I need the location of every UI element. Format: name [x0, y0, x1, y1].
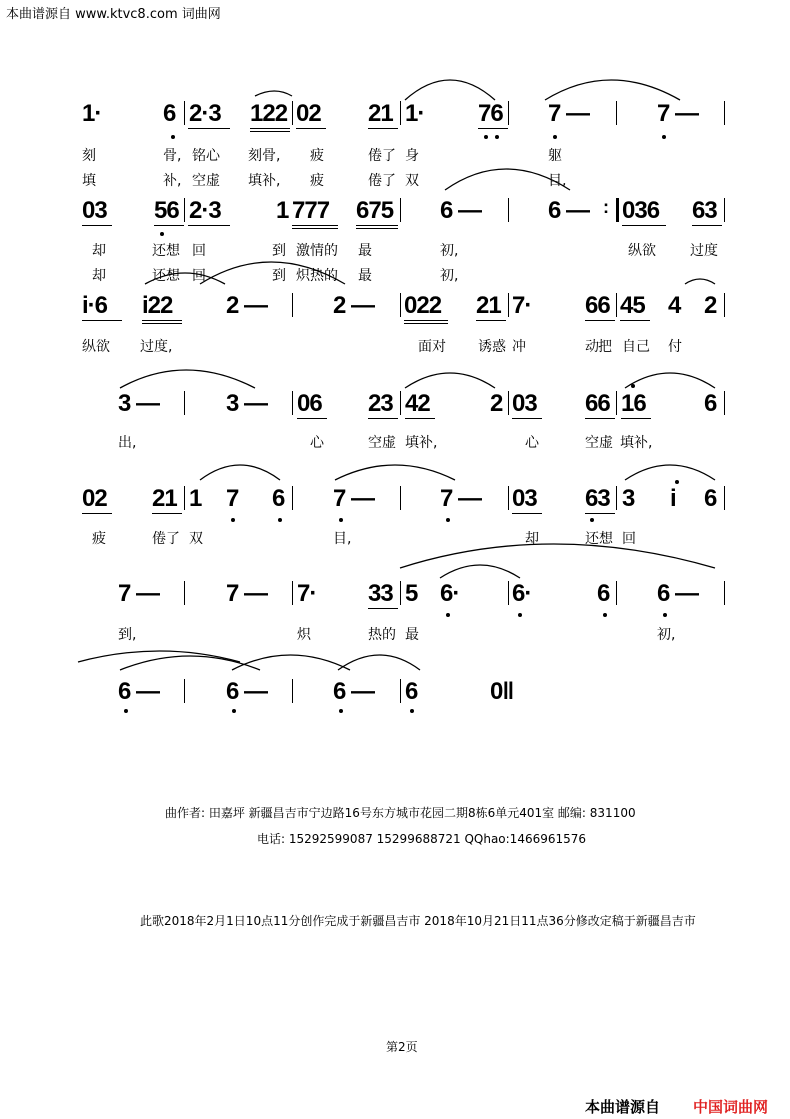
bar-line — [400, 391, 401, 415]
bar-line — [724, 101, 725, 125]
bar-line — [724, 293, 725, 317]
bar-line — [724, 486, 725, 510]
lyric: 倦了 — [152, 531, 180, 547]
note: 6· — [512, 580, 532, 607]
slur — [405, 80, 495, 100]
note: 7· — [297, 580, 317, 607]
note: 6 — — [657, 580, 699, 607]
lyric: 刻 — [82, 148, 96, 164]
bar-line — [616, 293, 617, 317]
note: 6 — [704, 390, 717, 417]
note: 6 — [272, 485, 285, 512]
slur — [338, 655, 420, 670]
note: 45 — [620, 292, 645, 319]
bar-line — [184, 101, 185, 125]
lyric: 目, — [333, 531, 352, 547]
brand-left: 本曲谱源自 — [585, 1098, 661, 1116]
end-barline: 0‖ — [490, 678, 514, 705]
lyric: 心 — [310, 435, 324, 451]
lyric: 铭心 — [192, 148, 220, 164]
note: 2 — — [333, 292, 375, 319]
lyric: 冲 — [512, 339, 526, 355]
slur — [120, 656, 260, 670]
note: 3 — — [118, 390, 160, 417]
lyric: 付 — [668, 339, 682, 355]
bar-line — [508, 391, 509, 415]
composition-note: 此歌2018年2月1日10点11分创作完成于新疆昌吉市 2018年10月21日11点36分修改定稿于新疆昌吉市 — [140, 914, 696, 928]
note: 23 — [368, 390, 393, 417]
lyric: 却 — [92, 268, 106, 284]
bar-line — [508, 101, 509, 125]
note: 6 — [597, 580, 610, 607]
lyric: 双 — [405, 173, 419, 189]
note: 7 — [226, 485, 239, 512]
bar-line — [724, 391, 725, 415]
lyric: 热的 — [368, 627, 396, 643]
lyric: 心 — [525, 435, 539, 451]
note: 63 — [585, 485, 610, 512]
note: 1 — [189, 485, 202, 512]
site-header: 本曲谱源自 www.ktvc8.com 词曲网 — [6, 7, 221, 22]
note: 63 — [692, 197, 717, 224]
note: 03 — [512, 485, 537, 512]
note: 1· — [82, 100, 102, 127]
slur — [685, 279, 715, 284]
slur — [120, 370, 255, 388]
note: 7 — — [333, 485, 375, 512]
brand-right: 中国词曲网 — [693, 1098, 769, 1116]
slur — [255, 91, 292, 96]
lyric: 却 — [92, 243, 106, 259]
lyric: 空虚 — [368, 435, 396, 451]
lyric: 补, — [163, 173, 182, 189]
lyric: 双 — [189, 531, 203, 547]
note: 21 — [368, 100, 393, 127]
lyric: 倦了 — [368, 173, 396, 189]
note: i — [670, 485, 676, 512]
note: 7 — — [118, 580, 160, 607]
note: 7 — — [548, 100, 590, 127]
note: 6 — [405, 678, 418, 705]
note: 42 — [405, 390, 430, 417]
slur — [440, 565, 520, 578]
note: 21 — [476, 292, 501, 319]
lyric: 自己 — [622, 339, 650, 355]
note: 3 — [622, 485, 635, 512]
lyric: 回 — [192, 268, 206, 284]
lyric: 过度 — [690, 243, 718, 259]
lyric: 疲 — [92, 531, 106, 547]
note: 76 — [478, 100, 503, 127]
note: 7 — — [440, 485, 482, 512]
lyric: 出, — [118, 435, 137, 451]
note: 6 — — [548, 197, 590, 224]
lyric: 疲 — [310, 173, 324, 189]
repeat-bar — [616, 198, 619, 222]
lyric: 激情的 — [296, 243, 338, 259]
bar-line — [292, 581, 293, 605]
lyric: 填补, — [405, 435, 438, 451]
lyric: 刻骨, — [248, 148, 281, 164]
bar-line — [400, 198, 401, 222]
lyric: 空虚 — [585, 435, 613, 451]
note: 1· — [405, 100, 425, 127]
lyric: 面对 — [418, 339, 446, 355]
bar-line — [508, 198, 509, 222]
bar-line — [724, 198, 725, 222]
note: 66 — [585, 390, 610, 417]
bar-line — [508, 293, 509, 317]
slur — [545, 80, 680, 100]
bar-line — [616, 581, 617, 605]
bar-line — [184, 391, 185, 415]
note: 036 — [622, 197, 660, 224]
page-number: 第2页 — [386, 1040, 418, 1054]
lyric: 填补, — [620, 435, 653, 451]
note: 6 — — [118, 678, 160, 705]
lyric: 还想 — [152, 243, 180, 259]
bar-line — [400, 293, 401, 317]
lyric: 疲 — [310, 148, 324, 164]
note: 06 — [297, 390, 322, 417]
lyric: 初, — [440, 268, 459, 284]
lyric: 炽热的 — [296, 268, 338, 284]
note: 03 — [512, 390, 537, 417]
lyric: 目, — [548, 173, 567, 189]
slur — [335, 465, 455, 480]
note: 2 — — [226, 292, 268, 319]
bar-line — [184, 679, 185, 703]
lyric: 到 — [272, 268, 286, 284]
author-info: 曲作者: 田嘉坪 新疆昌吉市宁边路16号东方城市花园二期8栋6单元401室 邮编: 831100 — [165, 806, 636, 820]
lyric: 最 — [405, 627, 419, 643]
bar-line — [400, 581, 401, 605]
bar-line — [400, 486, 401, 510]
lyric: 把 — [598, 339, 612, 355]
note: 3 — — [226, 390, 268, 417]
lyric: 身 — [405, 148, 419, 164]
lyric: 最 — [358, 268, 372, 284]
bar-line — [616, 101, 617, 125]
lyric: 回 — [622, 531, 636, 547]
note: 66 — [585, 292, 610, 319]
contact-info: 电话: 15292599087 15299688721 QQhao:1466961576 — [257, 832, 587, 846]
bar-line — [508, 581, 509, 605]
bar-line — [292, 679, 293, 703]
note: 33 — [368, 580, 393, 607]
note: 02 — [82, 485, 107, 512]
note: 4 — [668, 292, 681, 319]
note: 6 — — [333, 678, 375, 705]
lyric: 回 — [192, 243, 206, 259]
slur — [625, 373, 715, 388]
bar-line — [400, 101, 401, 125]
note: 2·3 — [189, 197, 221, 224]
slur — [405, 373, 495, 388]
note: 02 — [296, 100, 321, 127]
note: 7 — — [657, 100, 699, 127]
lyric: 纵欲 — [628, 243, 656, 259]
note: 1 — [276, 197, 289, 224]
lyric: 骨, — [163, 148, 182, 164]
note: 21 — [152, 485, 177, 512]
lyric: 填 — [82, 173, 96, 189]
note: 6 — — [440, 197, 482, 224]
bar-line — [184, 486, 185, 510]
lyric: 到, — [118, 627, 137, 643]
lyric: 躯 — [548, 148, 562, 164]
bar-line — [616, 391, 617, 415]
lyric: 填补, — [248, 173, 281, 189]
lyric: 却 — [525, 531, 539, 547]
slur — [200, 465, 280, 480]
note: 03 — [82, 197, 107, 224]
lyric: 过度, — [140, 339, 173, 355]
note: i22 — [142, 292, 173, 319]
bar-line — [292, 293, 293, 317]
note: 777 — [292, 197, 330, 224]
bar-line — [184, 581, 185, 605]
note: 675 — [356, 197, 394, 224]
slur — [400, 544, 715, 568]
lyric: 初, — [657, 627, 676, 643]
note: 16 — [621, 390, 646, 417]
lyric: 到 — [272, 243, 286, 259]
lyric: 空虚 — [192, 173, 220, 189]
note: 5 — [405, 580, 418, 607]
lyric: 诱惑 — [478, 339, 506, 355]
note: 122 — [250, 100, 288, 127]
bar-line — [292, 101, 293, 125]
note: 2 — [704, 292, 717, 319]
note: 7 — — [226, 580, 268, 607]
bar-line — [508, 486, 509, 510]
bar-line — [292, 391, 293, 415]
note: 6 — [704, 485, 717, 512]
lyric: 炽 — [297, 627, 311, 643]
lyric: 动 — [585, 339, 599, 355]
note: 022 — [404, 292, 442, 319]
lyric: 倦了 — [368, 148, 396, 164]
lyric: 纵欲 — [82, 339, 110, 355]
lyric: 初, — [440, 243, 459, 259]
note: 2 — [490, 390, 503, 417]
note: 7· — [512, 292, 532, 319]
bar-line — [724, 581, 725, 605]
slur — [232, 655, 350, 670]
lyric: 还想 — [585, 531, 613, 547]
bar-line — [616, 486, 617, 510]
lyric: 最 — [358, 243, 372, 259]
note: 6 — — [226, 678, 268, 705]
bar-line — [400, 679, 401, 703]
bar-line — [292, 486, 293, 510]
bar-line — [184, 198, 185, 222]
note: i·6 — [82, 292, 108, 319]
note: 2·3 — [189, 100, 221, 127]
note: 56 — [154, 197, 179, 224]
lyric: 还想 — [152, 268, 180, 284]
slur — [625, 465, 715, 480]
note: 6 — [163, 100, 176, 127]
slur — [78, 651, 240, 662]
note: 6· — [440, 580, 460, 607]
